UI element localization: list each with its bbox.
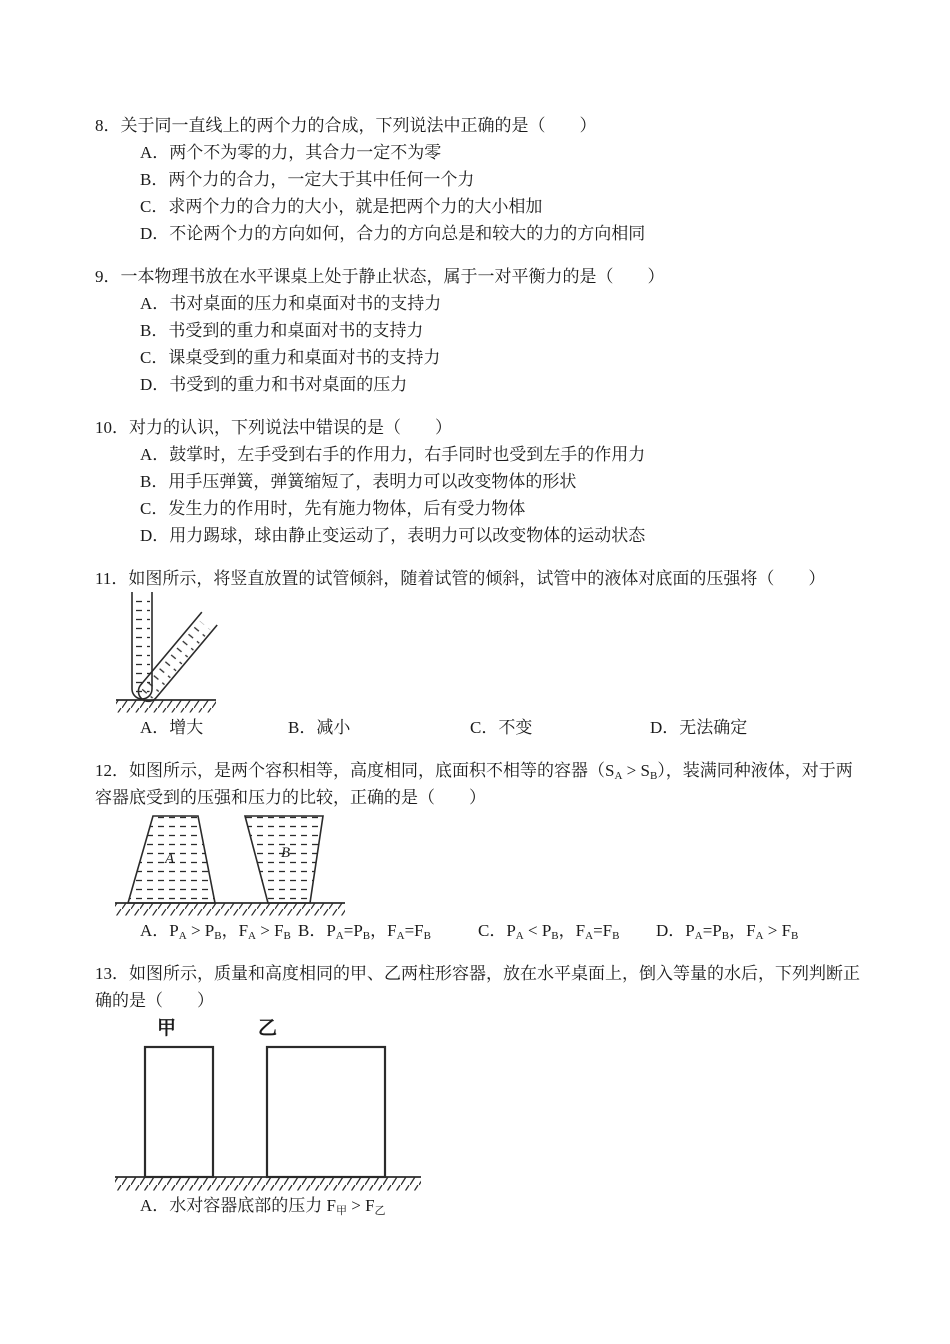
question-8 — [95, 112, 860, 247]
question-10 — [95, 414, 860, 549]
option-b: B．书受到的重力和桌面对书的支持力 — [140, 321, 424, 340]
container-yi-label: 乙 — [258, 1018, 278, 1039]
option-c: C．课桌受到的重力和桌面对书的支持力 — [140, 348, 441, 367]
question-11-stem: 11．如图所示，将竖直放置的试管倾斜，随着试管的倾斜，试管中的液体对底面的压强将（ ） — [95, 569, 826, 588]
ground-hatching — [115, 903, 345, 916]
figure-two-trapezoid-containers — [113, 813, 363, 917]
option-c: C．求两个力的合力的大小，就是把两个力的大小相加 — [140, 197, 543, 216]
option-b: B．用手压弹簧，弹簧缩短了，表明力可以改变物体的形状 — [140, 472, 577, 491]
container-b-label: B — [281, 845, 291, 861]
container-jia — [145, 1047, 213, 1177]
option-a: A．$P_A > P_B$，$F_A > F_B$ — [140, 921, 291, 942]
option-c: C．发生力的作用时，先有施力物体，后有受力物体 — [140, 499, 526, 518]
container-jia-label: 甲 — [157, 1018, 177, 1039]
question-13-options — [95, 1192, 860, 1219]
question-11-options — [95, 714, 860, 741]
container-b — [245, 816, 323, 903]
question-11 — [95, 565, 860, 741]
question-8-options — [95, 139, 860, 247]
container-a — [128, 816, 215, 903]
question-10-stem: 10．对力的认识，下列说法中错误的是（ ） — [95, 418, 452, 437]
question-9-options — [95, 290, 860, 398]
option-a: A．两个不为零的力，其合力一定不为零 — [140, 143, 442, 162]
option-c: C．$P_A < P_B$，$F_A=F_B$ — [478, 921, 620, 942]
option-d: D．用力踢球，球由静止变运动了，表明力可以改变物体的运动状态 — [140, 526, 646, 545]
question-13-stem: 13．如图所示，质量和高度相同的甲、乙两柱形容器，放在水平桌面上，倒入等量的水后，下列判断正确的是（ ） — [95, 964, 860, 1010]
figure-two-rectangular-containers — [113, 1016, 443, 1192]
option-a: A．水对容器底部的压力 $F_甲 > F_乙$ — [140, 1196, 386, 1217]
option-b: B．两个力的合力，一定大于其中任何一个力 — [140, 170, 475, 189]
option-d: D．$P_A=P_B$，$F_A > F_B$ — [656, 921, 799, 942]
option-b: B．$P_A=P_B$，$F_A=F_B$ — [298, 921, 431, 942]
container-a-label: A — [165, 851, 175, 867]
option-a: A．鼓掌时，左手受到右手的作用力，右手同时也受到左手的作用力 — [140, 445, 646, 464]
question-9-stem: 9．一本物理书放在水平课桌上处于静止状态，属于一对平衡力的是（ ） — [95, 267, 665, 286]
question-9 — [95, 263, 860, 398]
question-12-options — [95, 917, 860, 944]
option-a: A．书对桌面的压力和桌面对书的支持力 — [140, 294, 442, 313]
option-a: A．增大 — [140, 718, 204, 737]
question-12 — [95, 757, 860, 944]
ground-hatching — [115, 1177, 421, 1191]
ground-hatching — [116, 700, 216, 713]
question-13 — [95, 960, 860, 1219]
option-b: B．减小 — [288, 718, 351, 737]
container-yi — [267, 1047, 385, 1177]
figure-tilted-test-tube — [113, 588, 343, 714]
option-d: D．不论两个力的方向如何，合力的方向总是和较大的力的方向相同 — [140, 224, 646, 243]
question-8-stem: 8．关于同一直线上的两个力的合成，下列说法中正确的是（ ） — [95, 116, 597, 135]
option-d: D．书受到的重力和书对桌面的压力 — [140, 375, 408, 394]
question-10-options — [95, 441, 860, 549]
option-c: C．不变 — [470, 718, 533, 737]
question-12-stem: 12．如图所示，是两个容积相等，高度相同，底面积不相等的容器$(S_A > S_B)$，装满同种液体，对于两容器底受到的压强和压力的比较，正确的是（ ） — [95, 761, 853, 807]
option-d: D．无法确定 — [650, 718, 748, 737]
